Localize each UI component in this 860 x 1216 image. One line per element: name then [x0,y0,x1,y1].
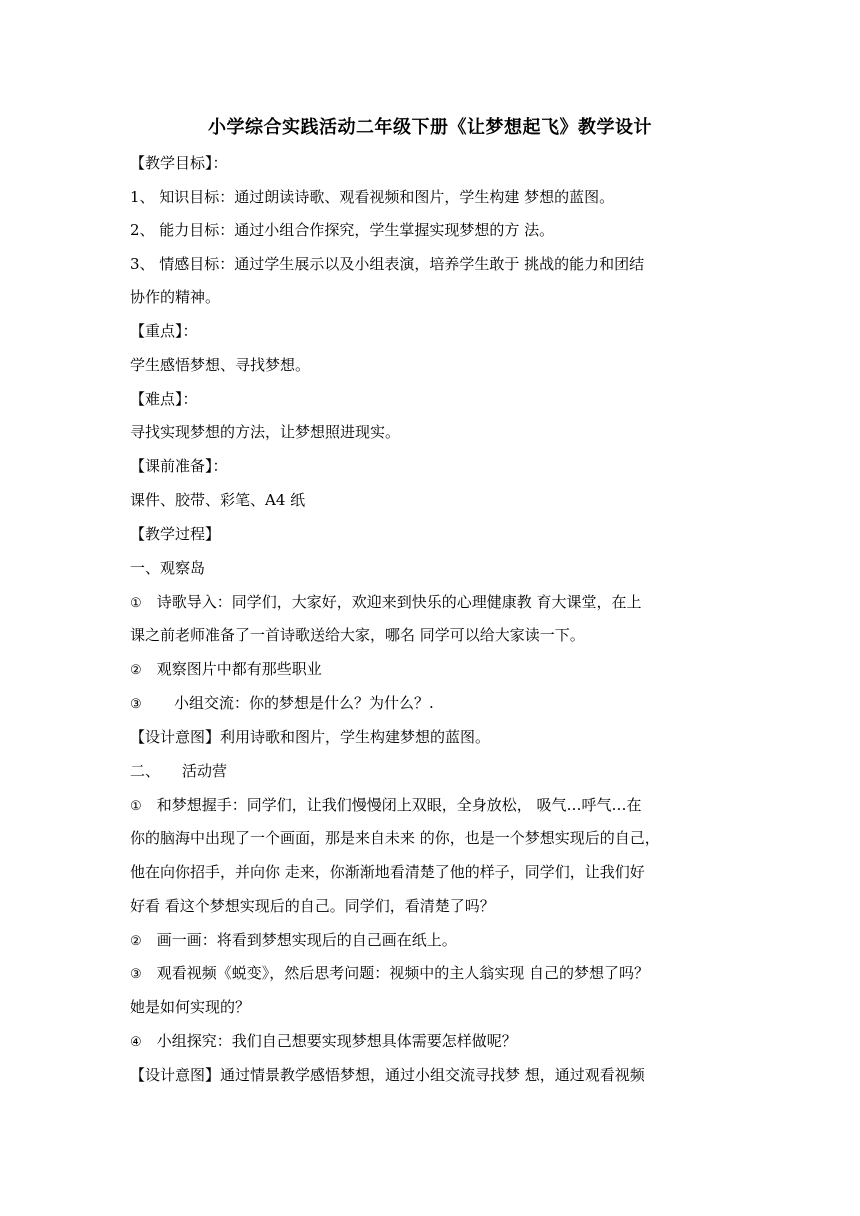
difficulties-text: 寻找实现梦想的方法，让梦想照进现实。 [130,423,401,441]
objective-emotion-cont: 协作的精神。 [130,288,221,306]
list-item [130,590,734,616]
key-points-text: 学生感悟梦想、寻找梦想。 [130,356,311,374]
circled-number-3: ③ [130,697,142,712]
section-heading-objectives: 【教学目标】： [130,154,228,172]
preparation-text: 课件、胶带、彩笔、A4 纸 [130,491,306,509]
list-item-cont: 你的脑海中出现了一个画面，那是来自未来 的你，也是一个梦想实现后的自己， [130,829,660,847]
circled-number-2: ② [130,934,142,949]
list-item-text: 和梦想握手：同学们，让我们慢慢闭上双眼，全身放松， 吸气…呼气…在 [156,796,642,814]
objective-emotion: 3、 情感目标：通过学生展示以及小组表演，培养学生敢于 挑战的能力和团结 [130,255,645,273]
list-item-cont: 课之前老师准备了一首诗歌送给大家，哪名 同学可以给大家读一下。 [130,626,585,644]
circled-number-1: ① [130,596,142,611]
part-two-heading [130,759,734,783]
section-heading-difficulties: 【难点】： [130,390,198,408]
section-heading-key-points: 【重点】： [130,322,198,340]
list-item [130,657,734,683]
document-title: 小学综合实践活动二年级下册《让梦想起飞》教学设计 [208,117,652,138]
list-item-text: 画一画：将看到梦想实现后的自己画在纸上。 [156,931,457,949]
list-item-text: 小组探究：我们自己想要实现梦想具体需要怎样做呢？ [156,1032,517,1050]
part-two-number: 二、 [130,762,161,780]
circled-number-2: ② [130,663,142,678]
design-intent-2: 【设计意图】通过情景教学感悟梦想，通过小组交流寻找梦 想，通过观看视频 [130,1066,645,1084]
design-intent-1: 【设计意图】利用诗歌和图片，学生构建梦想的蓝图。 [130,728,491,746]
list-item-text: 观看视频《蜕变》，然后思考问题：视频中的主人翁实现 自己的梦想了吗？ [156,964,650,982]
objective-ability: 2、 能力目标：通过小组合作探究，学生掌握实现梦想的方 法。 [130,221,555,239]
circled-number-4: ④ [130,1035,142,1050]
list-item-cont: 他在向你招手，并向你 走来，你渐渐地看清楚了他的样子，同学们，让我们好 [130,863,645,881]
part-two-title: 活动营 [182,762,228,780]
circled-number-3: ③ [130,967,142,982]
circled-number-1: ① [130,799,142,814]
list-item [130,793,734,819]
list-item [130,1029,734,1055]
part-one-heading: 一、观察岛 [130,559,206,577]
list-item-text: 观察图片中都有那些职业 [156,660,322,678]
list-item-text: 诗歌导入：同学们，大家好，欢迎来到快乐的心理健康教 育大课堂，在上 [156,593,642,611]
list-item-text: 小组交流：你的梦想是什么？为什么？. [174,694,434,712]
list-item [130,928,734,954]
list-item [130,691,734,717]
list-item-cont: 好看 看这个梦想实现后的自己。同学们，看清楚了吗？ [130,897,495,915]
list-item [130,961,734,987]
objective-knowledge: 1、 知识目标：通过朗读诗歌、观看视频和图片，学生构建 梦想的蓝图。 [130,188,615,206]
list-item-cont: 她是如何实现的？ [130,998,251,1016]
section-heading-process: 【教学过程】 [130,525,221,543]
section-heading-preparation: 【课前准备】： [130,457,228,475]
